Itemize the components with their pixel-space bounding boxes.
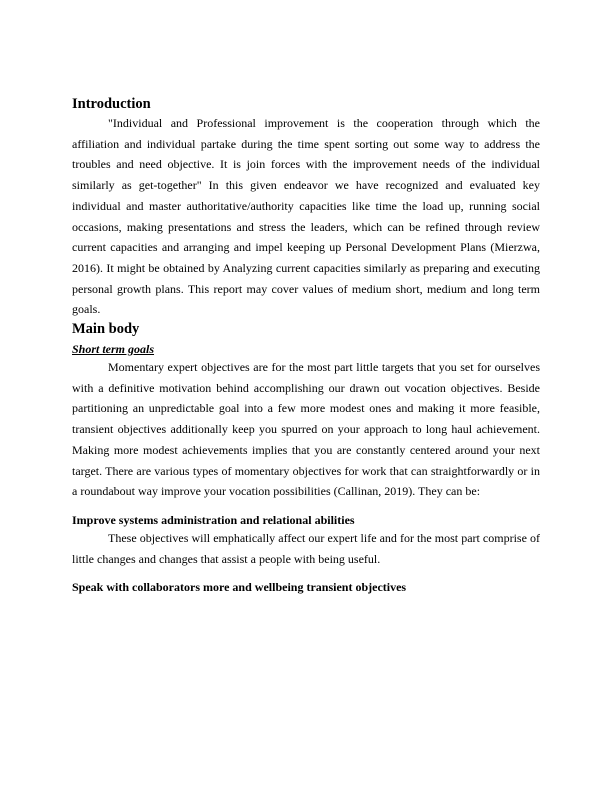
short-term-goals-paragraph: Momentary expert objectives are for the most part little targets that you set for ourselves with a definitive motivation behind accomplishing our drawn out vocation objectives. Beside partitioning an unpredictable goal into a few more modest ones and making it more feasible, transient objectives additionally keep you spurred on your approach to long haul achievement. Making more modest achievements implies that you are constantly centered around your next target. There are various types of momentary objectives for work that can straightforwardly or in a roundabout way improve your vocation possibilities (Callinan, 2019). They can be:: [72, 360, 540, 499]
goal-1-heading: Improve systems administration and relational abilities: [72, 512, 355, 527]
introduction-heading: Introduction: [72, 96, 151, 112]
introduction-paragraph: "Individual and Professional improvement is the cooperation through which the affiliation and individual partake during the time spent sorting out some way to address the troubles and need objective. It is join forces with the improvement needs of the individual similarly as get-together" In this given endeavor we have recognized and evaluated key individual and master authoritative/authority capacities like time the load up, running social occasions, making presentations and stress the leaders, which can be refined through review current capacities and arranging and impel keeping up Personal Development Plans (Mierzwa, 2016). It might be obtained by Analyzing current capacities similarly as preparing and executing personal growth plans. This report may cover values of medium short, medium and long term goals.: [72, 116, 540, 317]
short-term-goals-subheading: Short term goals: [72, 342, 155, 357]
page-content: [72, 95, 540, 595]
goal-2-heading: Speak with collaborators more and wellbeing transient objectives: [72, 580, 407, 595]
goal-1-paragraph: These objectives will emphatically affect our expert life and for the most part comprise of little changes and changes that assist a people with being useful.: [72, 530, 540, 566]
main-body-heading: Main body: [72, 321, 140, 338]
